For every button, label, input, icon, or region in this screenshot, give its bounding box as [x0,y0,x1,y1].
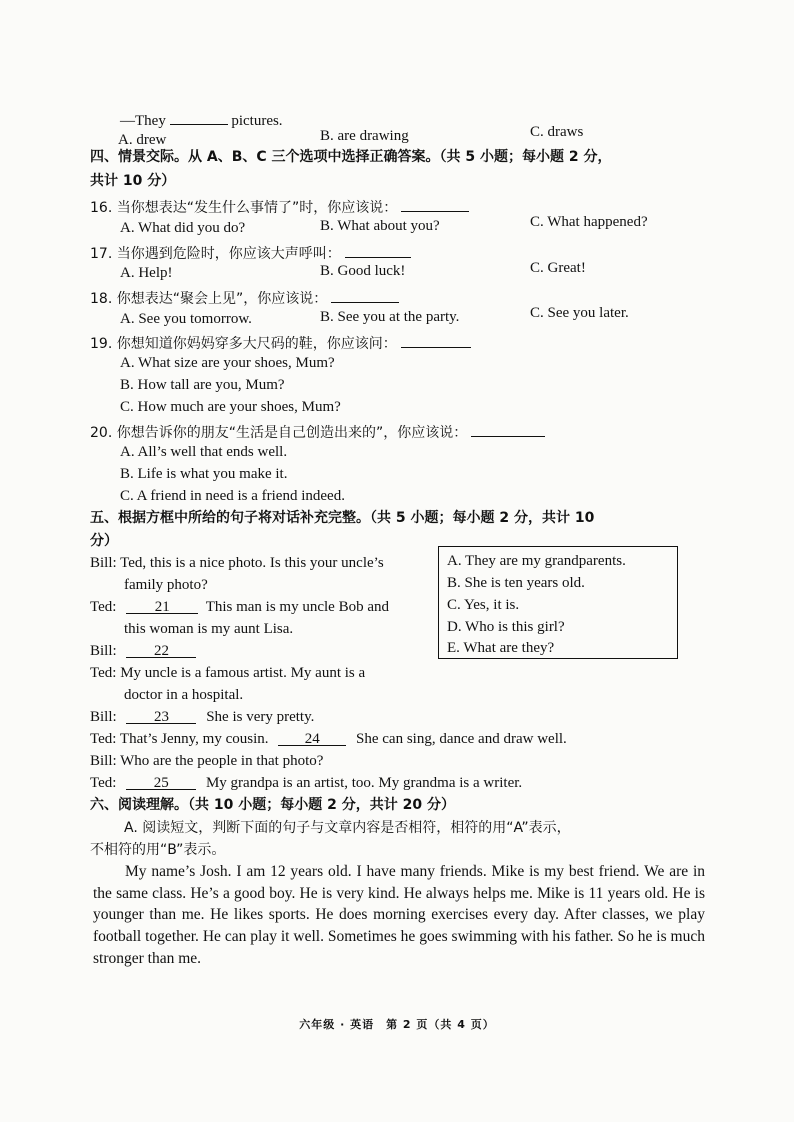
page-footer: 六年级 · 英语 第 2 页（共 4 页） [299,1018,495,1031]
answer-blank-25[interactable]: 25 [126,773,196,790]
q18-option-c: C. See you later. [530,305,629,321]
dialogue-line-1: Bill: Ted, this is a nice photo. Is this your uncle’s [90,555,384,571]
question-20-stem: 20. 你想告诉你的朋友“生活是自己创造出来的”，你应该说： [90,420,545,443]
dialogue-line-4: Ted: My uncle is a famous artist. My aunt is a [90,665,366,681]
q16-option-b: B. What about you? [320,218,440,234]
q19-option-a: A. What size are your shoes, Mum? [120,355,335,371]
question-19-stem: 19. 你想知道你妈妈穿多大尺码的鞋，你应该问： [90,331,471,354]
q17-option-c: C. Great! [530,260,586,276]
sentence-options-box [438,546,678,659]
question-15-stem: —They pictures. [120,108,283,131]
answer-blank-24[interactable]: 24 [278,729,346,746]
q18-option-a: A. See you tomorrow. [120,311,252,327]
option-b: B. are drawing [320,128,409,144]
answer-blank[interactable] [401,195,469,212]
box-option-a: A. They are my grandparents. [447,553,626,569]
answer-blank[interactable] [401,331,471,348]
q20-option-b: B. Life is what you make it. [120,466,288,482]
answer-blank[interactable] [471,420,545,437]
dialogue-line-3: Bill: 22 [90,641,196,661]
answer-blank[interactable] [345,241,411,258]
section-4-heading-cont: 共计 10 分） [90,173,176,189]
dialogue-line-6: Ted: That’s Jenny, my cousin. 24 She can sing, dance and draw well. [90,731,567,747]
dialogue-line-5: Bill: 23 She is very pretty. [90,709,315,725]
option-c: C. draws [530,124,584,140]
answer-blank[interactable] [170,108,228,125]
reading-instruction-cont: 不相符的用“B”表示。 [90,842,226,858]
question-16-stem: 16. 当你想表达“发生什么事情了”时，你应该说： [90,195,469,218]
q17-option-a: A. Help! [120,265,173,281]
answer-blank-23[interactable]: 23 [126,707,196,724]
box-option-c: C. Yes, it is. [447,597,520,613]
question-18-stem: 18. 你想表达“聚会上见”，你应该说： [90,286,399,309]
section-5-heading: 五、根据方框中所给的句子将对话补充完整。（共 5 小题；每小题 2 分，共计 10 [90,510,595,526]
dialogue-line-7: Bill: Who are the people in that photo? [90,753,324,769]
section-5-heading-cont: 分） [90,533,118,549]
section-4-heading: 四、情景交际。从 A、B、C 三个选项中选择正确答案。（共 5 小题；每小题 2 分， [90,149,612,165]
dialogue-line-1-cont: family photo? [124,577,208,593]
q18-option-b: B. See you at the party. [320,309,460,325]
box-option-e: E. What are they? [447,640,555,656]
q19-option-c: C. How much are your shoes, Mum? [120,399,341,415]
passage-text: My name’s Josh. I am 12 years old. I have many friends. Mike is my best friend. We are in the same class. He’s a good boy. He is very kind. He always helps me. Mike is 11 years old. He is younger than me. He likes sports. He does morning exercises every day. After classes, we play football together. He can play it well. Sometimes he goes swimming with his father. So he is much stronger than me. [93,863,705,967]
question-17-stem: 17. 当你遇到危险时，你应该大声呼叫： [90,241,411,264]
q16-option-a: A. What did you do? [120,220,246,236]
q16-option-c: C. What happened? [530,214,648,230]
answer-blank[interactable] [331,286,399,303]
q20-option-a: A. All’s well that ends well. [120,444,288,460]
dialogue-line-2: Ted: 21 This man is my uncle Bob and [90,599,389,615]
section-6-heading: 六、阅读理解。（共 10 小题；每小题 2 分，共计 20 分） [90,797,455,813]
reading-passage [93,861,705,970]
q20-option-c: C. A friend in need is a friend indeed. [120,488,345,504]
dialogue-line-2-cont: this woman is my aunt Lisa. [124,621,294,637]
q17-option-b: B. Good luck! [320,263,406,279]
answer-blank-22[interactable]: 22 [126,641,196,658]
option-a: A. drew [118,132,167,148]
box-option-d: D. Who is this girl? [447,619,565,635]
dialogue-line-8: Ted: 25 My grandpa is an artist, too. My grandma is a writer. [90,775,523,791]
reading-instruction: A. 阅读短文，判断下面的句子与文章内容是否相符，相符的用“A”表示， [124,820,571,836]
box-option-b: B. She is ten years old. [447,575,585,591]
dialogue-line-4-cont: doctor in a hospital. [124,687,244,703]
answer-blank-21[interactable]: 21 [126,597,198,614]
q19-option-b: B. How tall are you, Mum? [120,377,285,393]
